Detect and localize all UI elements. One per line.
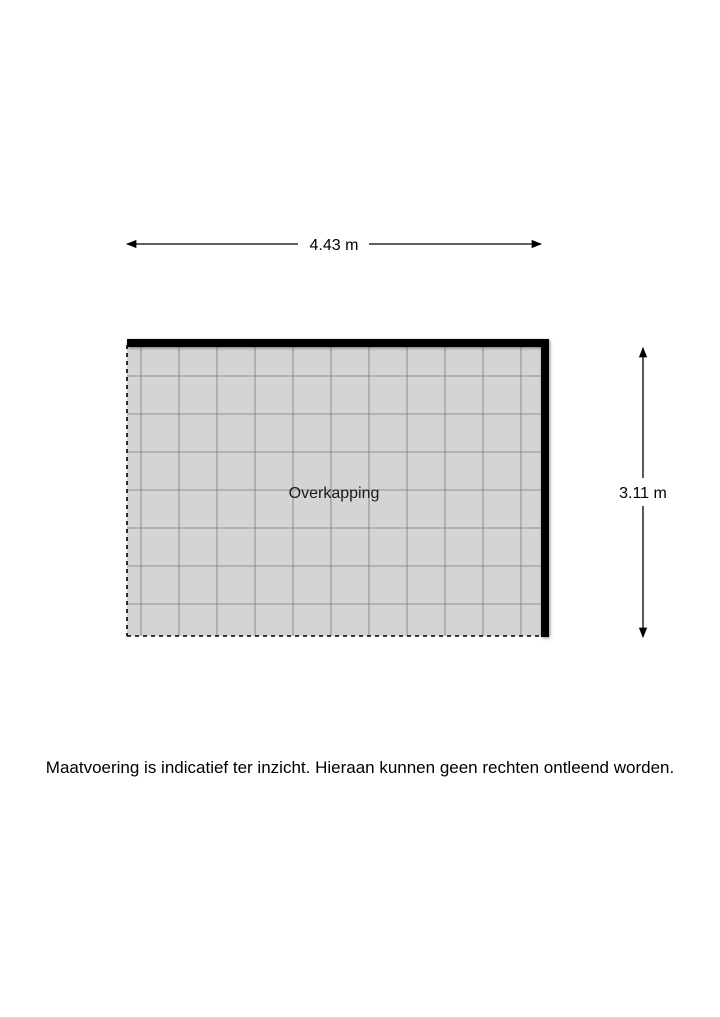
height-dimension: [619, 348, 667, 637]
height-dimension-label: 3.11 m: [619, 485, 667, 502]
width-dimension-label: 4.43 m: [309, 237, 359, 254]
room-label: Overkapping: [288, 485, 380, 502]
width-dimension: [127, 237, 541, 254]
disclaimer-text: Maatvoering is indicatief ter inzicht. Hieraan kunnen geen rechten ontleend worden.: [45, 758, 675, 777]
room-overkapping: [127, 339, 549, 637]
